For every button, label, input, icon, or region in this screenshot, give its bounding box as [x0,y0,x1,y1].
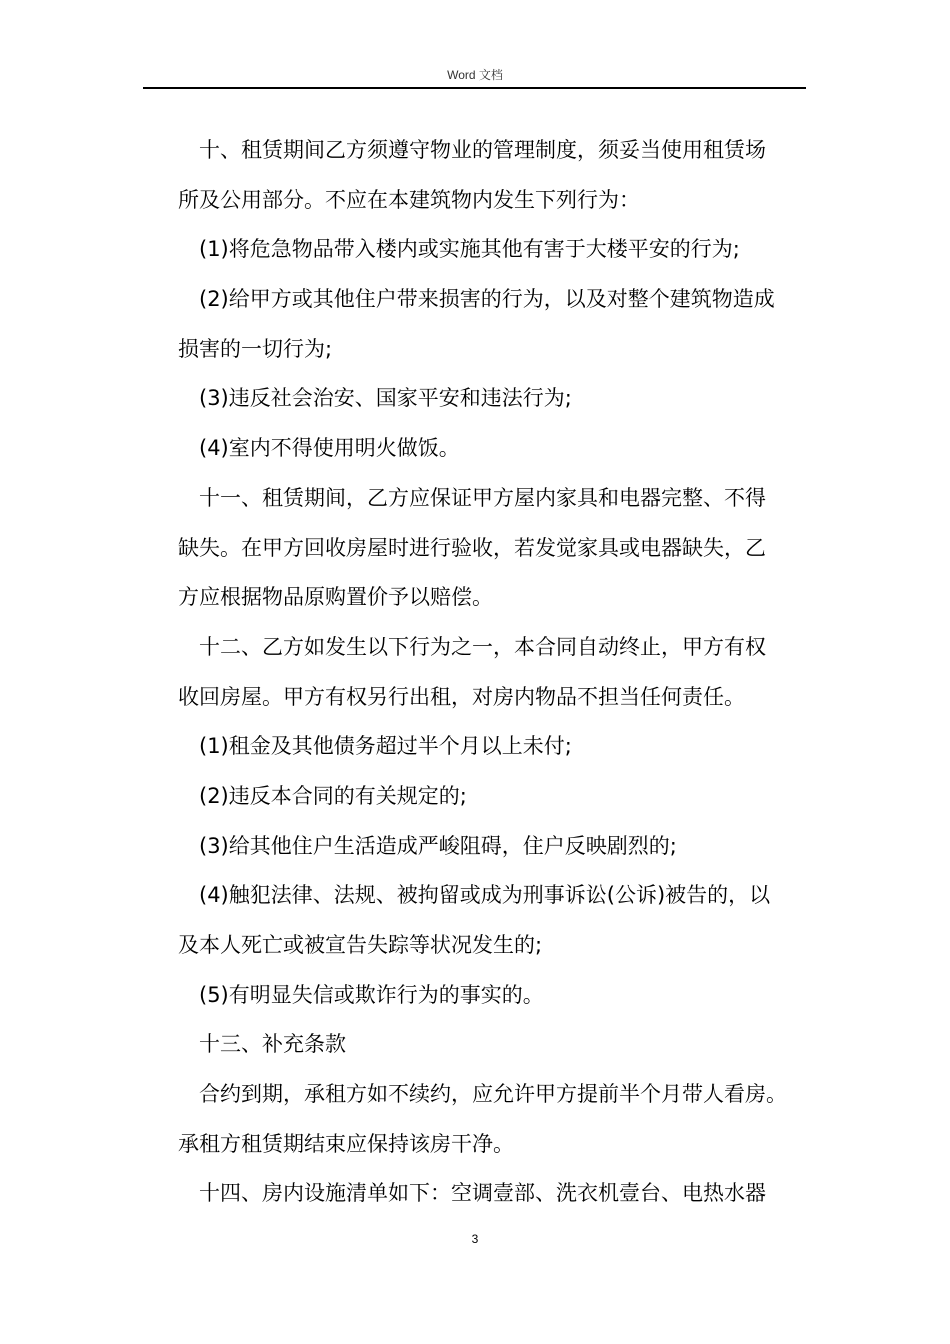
paragraph-line: 合约到期，承租方如不续约，应允许甲方提前半个月带人看房。 [199,1082,787,1107]
paragraph-line: 缺失。在甲方回收房屋时进行验收，若发觉家具或电器缺失，乙 [178,535,766,560]
paragraph-line: (5)有明显失信或欺诈行为的事实的。 [199,982,544,1007]
paragraph-line: 方应根据物品原购置价予以赔偿。 [178,585,493,610]
paragraph-line: 十一、租赁期间，乙方应保证甲方屋内家具和电器完整、不得 [199,485,766,510]
paragraph-line: 十、租赁期间乙方须遵守物业的管理制度，须妥当使用租赁场 [199,138,766,162]
paragraph-line: (4)室内不得使用明火做饭。 [199,436,460,461]
paragraph-line: (1)将危急物品带入楼内或实施其他有害于大楼平安的行为; [199,237,740,262]
paragraph-line: (1)租金及其他债务超过半个月以上未付; [199,734,572,759]
paragraph-line: (3)给其他住户生活造成严峻阻碍，住户反映剧烈的; [199,833,677,858]
document-body [178,126,818,1219]
paragraph-line: 十二、乙方如发生以下行为之一，本合同自动终止，甲方有权 [199,634,766,659]
paragraph-line: 承租方租赁期结束应保持该房干净。 [178,1131,514,1156]
document-header-title: Word 文档 [447,68,503,82]
paragraph-line: (4)触犯法律、法规、被拘留或成为刑事诉讼(公诉)被告的，以 [199,883,771,908]
paragraph-line: (3)违反社会治安、国家平安和违法行为; [199,386,572,411]
paragraph-line: 及本人死亡或被宣告失踪等状况发生的; [178,933,543,957]
paragraph-line: (2)违反本合同的有关规定的; [199,783,467,808]
paragraph-line: 所及公用部分。不应在本建筑物内发生下列行为： [178,187,640,212]
paragraph-line: 收回房屋。甲方有权另行出租，对房内物品不担当任何责任。 [178,684,745,709]
page-number: 3 [471,1232,479,1246]
header-divider [143,87,806,89]
paragraph-line: 十三、补充条款 [199,1032,346,1057]
paragraph-line: (2)给甲方或其他住户带来损害的行为，以及对整个建筑物造成 [199,287,775,312]
paragraph-line: 损害的一切行为; [178,336,333,361]
paragraph-line: 十四、房内设施清单如下：空调壹部、洗衣机壹台、电热水器 [199,1181,766,1206]
